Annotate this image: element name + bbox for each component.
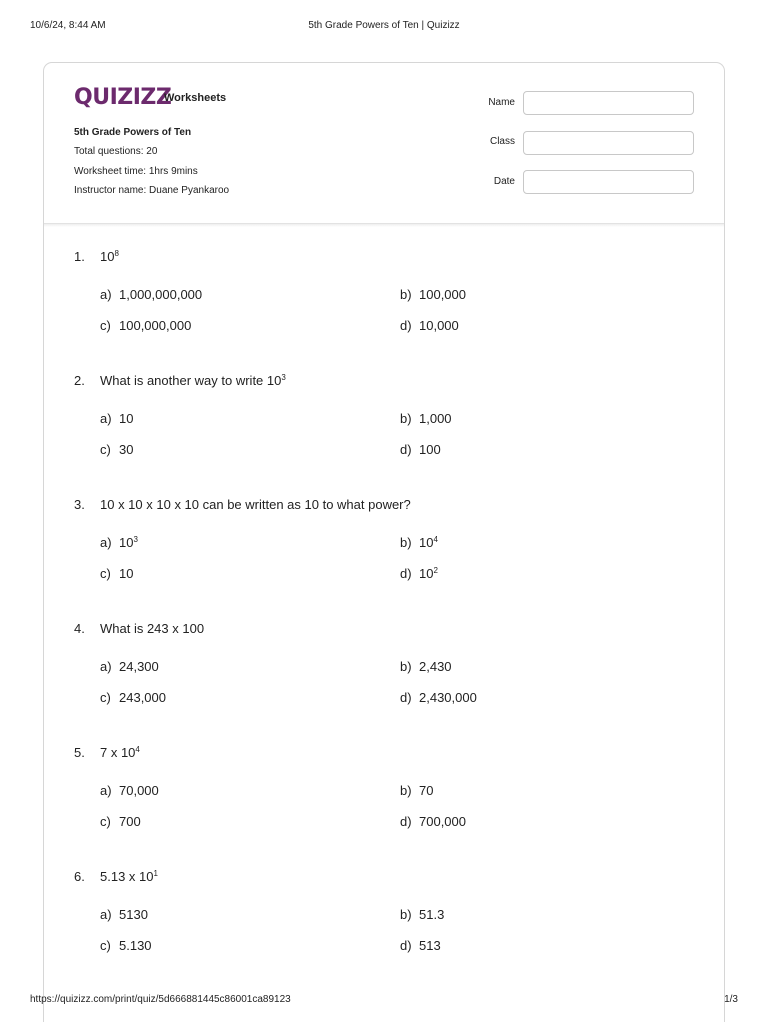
question-text [100, 373, 286, 388]
option-text: 30 [119, 442, 134, 457]
option-text: 100 [419, 442, 441, 457]
worksheet-title: 5th Grade Powers of Ten [74, 127, 192, 138]
quizizz-logo: QUIZIZZ [74, 85, 172, 110]
answer-option [100, 411, 133, 426]
page-number: 1/3 [724, 994, 738, 1005]
question-text-main: 7 x 10 [100, 745, 136, 760]
question-number: 2. [74, 373, 85, 388]
answer-option [400, 690, 477, 705]
question-item [44, 597, 724, 717]
name-field[interactable] [523, 91, 694, 115]
option-text: 10 [419, 535, 434, 550]
answer-option [400, 814, 466, 829]
answer-option [400, 318, 459, 333]
question-text-main: 5.13 x 10 [100, 869, 154, 884]
worksheet-card [43, 62, 725, 1022]
option-text: 1,000,000,000 [119, 287, 203, 302]
answer-option [100, 535, 138, 550]
option-text: 24,300 [119, 659, 159, 674]
option-letter: d) [400, 442, 412, 457]
question-item [44, 845, 724, 965]
question-number: 4. [74, 621, 85, 636]
brand-product: Worksheets [164, 92, 227, 104]
question-exponent: 4 [135, 745, 140, 754]
answer-option [100, 442, 133, 457]
option-text: 100,000,000 [119, 318, 192, 333]
question-text-main: 10 x 10 x 10 x 10 can be written as 10 to what power? [100, 497, 411, 512]
answer-option [100, 318, 191, 333]
answer-option [400, 566, 438, 581]
option-text: 513 [419, 938, 441, 953]
question-text [100, 621, 204, 636]
answer-option [400, 442, 441, 457]
option-letter: d) [400, 814, 412, 829]
answer-option [100, 287, 202, 302]
option-letter: a) [100, 659, 112, 674]
print-footer [30, 994, 738, 1008]
option-text: 700 [119, 814, 141, 829]
option-text: 51.3 [419, 907, 445, 922]
question-text-main: What is another way to write 10 [100, 373, 282, 388]
option-text: 10 [419, 566, 434, 581]
question-item [44, 473, 724, 593]
answer-option [100, 566, 133, 581]
option-text: 70,000 [119, 783, 159, 798]
option-letter: b) [400, 783, 412, 798]
print-datetime: 10/6/24, 8:44 AM [30, 20, 106, 31]
question-text-main: What is 243 x 100 [100, 621, 205, 636]
total-questions: Total questions: 20 [74, 146, 158, 157]
question-exponent: 1 [153, 869, 158, 878]
question-item [44, 349, 724, 469]
option-text: 700,000 [419, 814, 466, 829]
option-exponent: 2 [433, 566, 438, 575]
question-text [100, 249, 119, 264]
option-text: 243,000 [119, 690, 166, 705]
answer-option [400, 783, 433, 798]
answer-option [100, 814, 141, 829]
question-number: 1. [74, 249, 85, 264]
option-letter: b) [400, 535, 412, 550]
class-field[interactable] [523, 131, 694, 155]
worksheet-header [44, 63, 724, 224]
answer-option [100, 907, 148, 922]
option-letter: d) [400, 318, 412, 333]
option-letter: b) [400, 287, 412, 302]
question-number: 6. [74, 869, 85, 884]
option-text: 1,000 [419, 411, 452, 426]
question-text-main: 10 [100, 249, 115, 264]
question-item [44, 225, 724, 345]
option-letter: c) [100, 566, 111, 581]
option-letter: b) [400, 907, 412, 922]
date-label: Date [493, 176, 515, 187]
answer-option [100, 938, 152, 953]
option-letter: a) [100, 287, 112, 302]
answer-option [400, 659, 452, 674]
option-text: 2,430,000 [419, 690, 477, 705]
option-letter: a) [100, 783, 112, 798]
option-letter: c) [100, 814, 111, 829]
answer-option [400, 287, 466, 302]
option-text: 2,430 [419, 659, 452, 674]
date-field[interactable] [523, 170, 694, 194]
option-letter: c) [100, 318, 111, 333]
instructor-name: Instructor name: Duane Pyankaroo [74, 185, 230, 196]
option-text: 10 [119, 535, 134, 550]
option-letter: a) [100, 411, 112, 426]
answer-option [100, 659, 159, 674]
question-text [100, 869, 158, 884]
option-text: 10 [119, 411, 134, 426]
option-exponent: 3 [133, 535, 138, 544]
option-text: 10 [119, 566, 134, 581]
option-letter: a) [100, 907, 112, 922]
answer-option [400, 907, 444, 922]
option-letter: b) [400, 659, 412, 674]
option-letter: d) [400, 690, 412, 705]
question-exponent: 8 [114, 249, 119, 258]
option-letter: d) [400, 566, 412, 581]
print-url: https://quizizz.com/print/quiz/5d666881445c86001ca89123 [30, 994, 291, 1005]
question-text [100, 497, 411, 512]
answer-option [400, 411, 452, 426]
option-letter: d) [400, 938, 412, 953]
option-letter: c) [100, 938, 111, 953]
option-text: 10,000 [419, 318, 459, 333]
worksheet-time: Worksheet time: 1hrs 9mins [74, 166, 198, 177]
option-text: 100,000 [419, 287, 466, 302]
answer-option [400, 938, 441, 953]
answer-option [400, 535, 438, 550]
option-text: 5.130 [119, 938, 152, 953]
question-number: 3. [74, 497, 85, 512]
option-letter: c) [100, 690, 111, 705]
print-header [30, 20, 738, 34]
option-text: 5130 [119, 907, 148, 922]
answer-option [100, 690, 166, 705]
answer-option [100, 783, 159, 798]
name-label: Name [488, 97, 515, 108]
option-text: 70 [419, 783, 434, 798]
option-letter: c) [100, 442, 111, 457]
option-letter: a) [100, 535, 112, 550]
class-label: Class [489, 136, 515, 147]
print-page-title: 5th Grade Powers of Ten | Quizizz [308, 20, 460, 31]
option-exponent: 4 [433, 535, 438, 544]
question-item [44, 721, 724, 841]
question-text [100, 745, 140, 760]
option-letter: b) [400, 411, 412, 426]
question-number: 5. [74, 745, 85, 760]
question-exponent: 3 [281, 373, 286, 382]
